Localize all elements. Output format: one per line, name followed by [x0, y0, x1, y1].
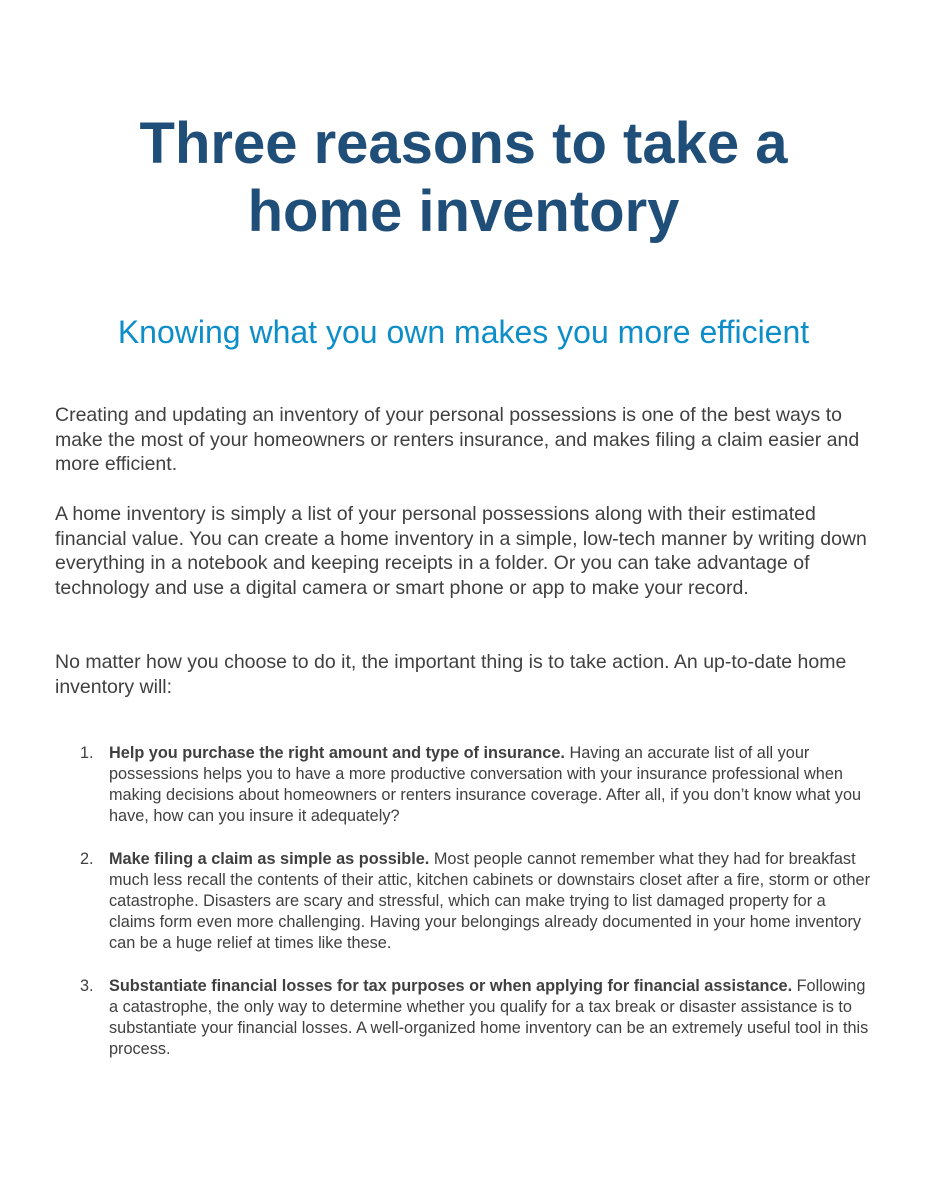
list-item-lead: Help you purchase the right amount and type of insurance.: [109, 744, 565, 762]
intro-paragraph: Creating and updating an inventory of your personal possessions is one of the best ways to make the most of your homeowners or renters insurance, and makes filing a claim easier and more efficient.: [55, 404, 860, 475]
definition-paragraph: A home inventory is simply a list of your personal possessions along with their estimated financial value. You can create a home inventory in a simple, low-tech manner by writing down everything in a notebook and keeping receipts in a folder. Or you can take advantage of technology and use a digital camera or smart phone or app to make your record.: [55, 503, 867, 599]
document-title: [0, 110, 927, 246]
reasons-list: [0, 743, 927, 1082]
document-subtitle: Knowing what you own makes you more efficient: [117, 314, 810, 350]
list-item-number: 1.: [80, 744, 94, 762]
list-item-text: Most people cannot remember what they had for breakfast much less recall the contents of their attic, kitchen cabinets or downstairs closet after a fire, storm or other catastrophe. Disasters are scary and stressful, which can make trying to list damaged property for a claims form even more challenging. Having your belongings already documented in your home inventory can be a huge relief at times like these.: [109, 850, 871, 952]
list-item-text: Having an accurate list of all your possessions helps you to have a more productive conversation with your insurance professional when making decisions about homeowners or renters insurance coverage. After all, if you don’t know what you have, how can you insure it adequately?: [109, 744, 862, 825]
list-item-number: 3.: [80, 977, 94, 995]
list-item-number: 2.: [80, 850, 94, 868]
list-item-lead: Substantiate financial losses for tax purposes or when applying for financial assistance.: [109, 977, 793, 995]
action-paragraph: No matter how you choose to do it, the important thing is to take action. An up-to-date home inventory will:: [55, 651, 847, 698]
title-line-2: home inventory: [247, 179, 680, 244]
list-item-text: Following a catastrophe, the only way to determine whether you qualify for a tax break or disaster assistance is to substantiate your financial losses. A well-organized home inventory can be an extremely useful tool in this process.: [109, 977, 869, 1058]
list-item-lead: Make filing a claim as simple as possible.: [109, 850, 430, 868]
list-item: [0, 849, 874, 954]
list-item: [0, 976, 874, 1060]
title-line-1: Three reasons to take a: [139, 111, 788, 176]
list-item: [0, 743, 874, 827]
